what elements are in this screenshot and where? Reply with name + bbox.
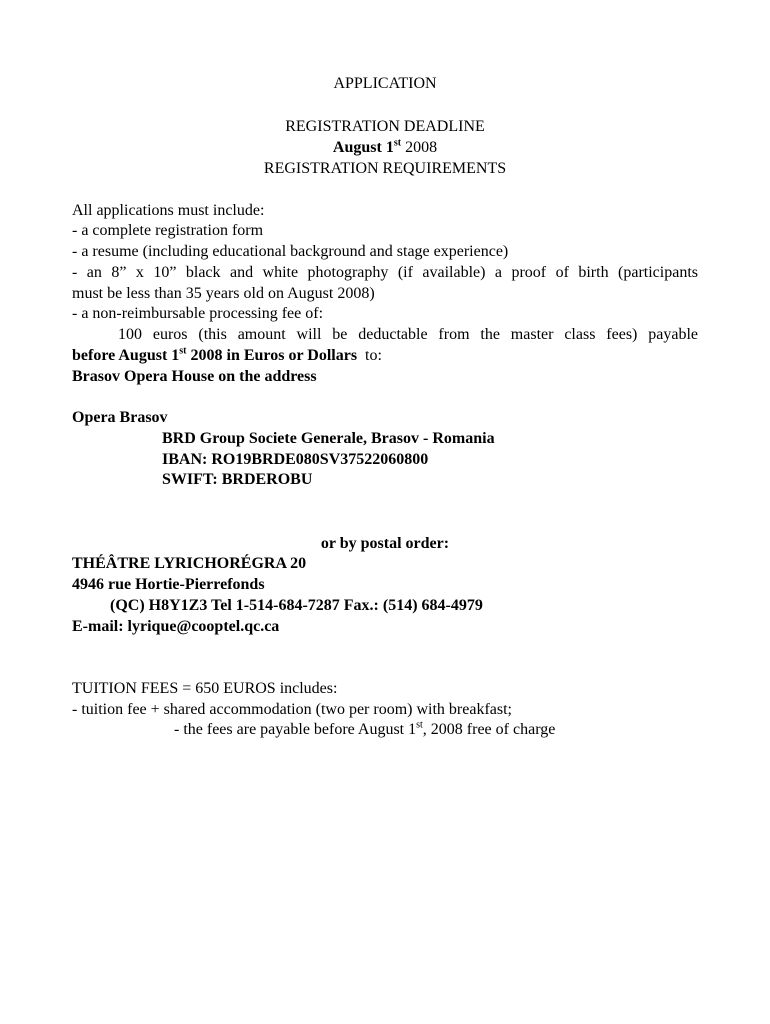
bank-name: BRD Group Societe Generale, Brasov - Romania (162, 430, 495, 447)
requirements-heading: REGISTRATION REQUIREMENTS (263, 160, 507, 177)
tuition-item: - tuition fee + shared accommodation (two per room) with breakfast; (72, 701, 512, 718)
postal-email: E-mail: lyrique@cooptel.qc.ca (72, 618, 280, 635)
fee-amount-line: 100 euros (this amount will be deductable from the master class fees) payable (118, 326, 698, 343)
tuition-heading: TUITION FEES = 650 EUROS includes: (72, 680, 338, 697)
fee-deadline-sup: st (179, 345, 187, 357)
fee-deadline-currency: 2008 in Euros or Dollars (186, 347, 358, 364)
requirement-item: - a non-reimbursable processing fee of: (72, 305, 324, 322)
deadline-date-year: 2008 (401, 139, 438, 156)
postal-heading: or by postal order: (320, 535, 450, 552)
requirement-item: - an 8” x 10” black and white photography (if available) a proof of birth (participants (72, 264, 698, 281)
bank-iban: IBAN: RO19BRDE080SV37522060800 (162, 451, 429, 468)
bank-swift: SWIFT: BRDEROBU (162, 471, 313, 488)
deadline-date-month: August 1 (332, 139, 394, 156)
deadline-date-sup: st (393, 137, 402, 149)
fee-address-line: Brasov Opera House on the address (72, 368, 317, 385)
fee-deadline-bold: before August 1 (72, 347, 180, 364)
tuition-item-text: - the fees are payable before August 1 (174, 721, 417, 738)
fee-deadline-tail: to: (357, 347, 382, 364)
fee-deadline-line (72, 346, 698, 366)
requirement-item-continued: must be less than 35 years old on August 2008) (72, 285, 375, 302)
postal-contact: (QC) H8Y1Z3 Tel 1-514-684-7287 Fax.: (514) 684-4979 (110, 597, 483, 614)
requirement-item: - a resume (including educational background and stage experience) (72, 243, 509, 260)
tuition-item-indented (174, 720, 698, 740)
bank-recipient: Opera Brasov (72, 409, 168, 426)
tuition-item-sup: st (416, 719, 423, 731)
requirement-item: - a complete registration form (72, 222, 264, 239)
postal-org: THÉÂTRE LYRICHORÉGRA 20 (72, 555, 307, 572)
document-title: APPLICATION (333, 75, 437, 92)
deadline-date (72, 138, 698, 158)
tuition-item-suffix: , 2008 free of charge (422, 721, 556, 738)
deadline-heading: REGISTRATION DEADLINE (285, 118, 485, 135)
requirements-intro: All applications must include: (72, 202, 265, 219)
postal-street: 4946 rue Hortie-Pierrefonds (72, 576, 265, 593)
